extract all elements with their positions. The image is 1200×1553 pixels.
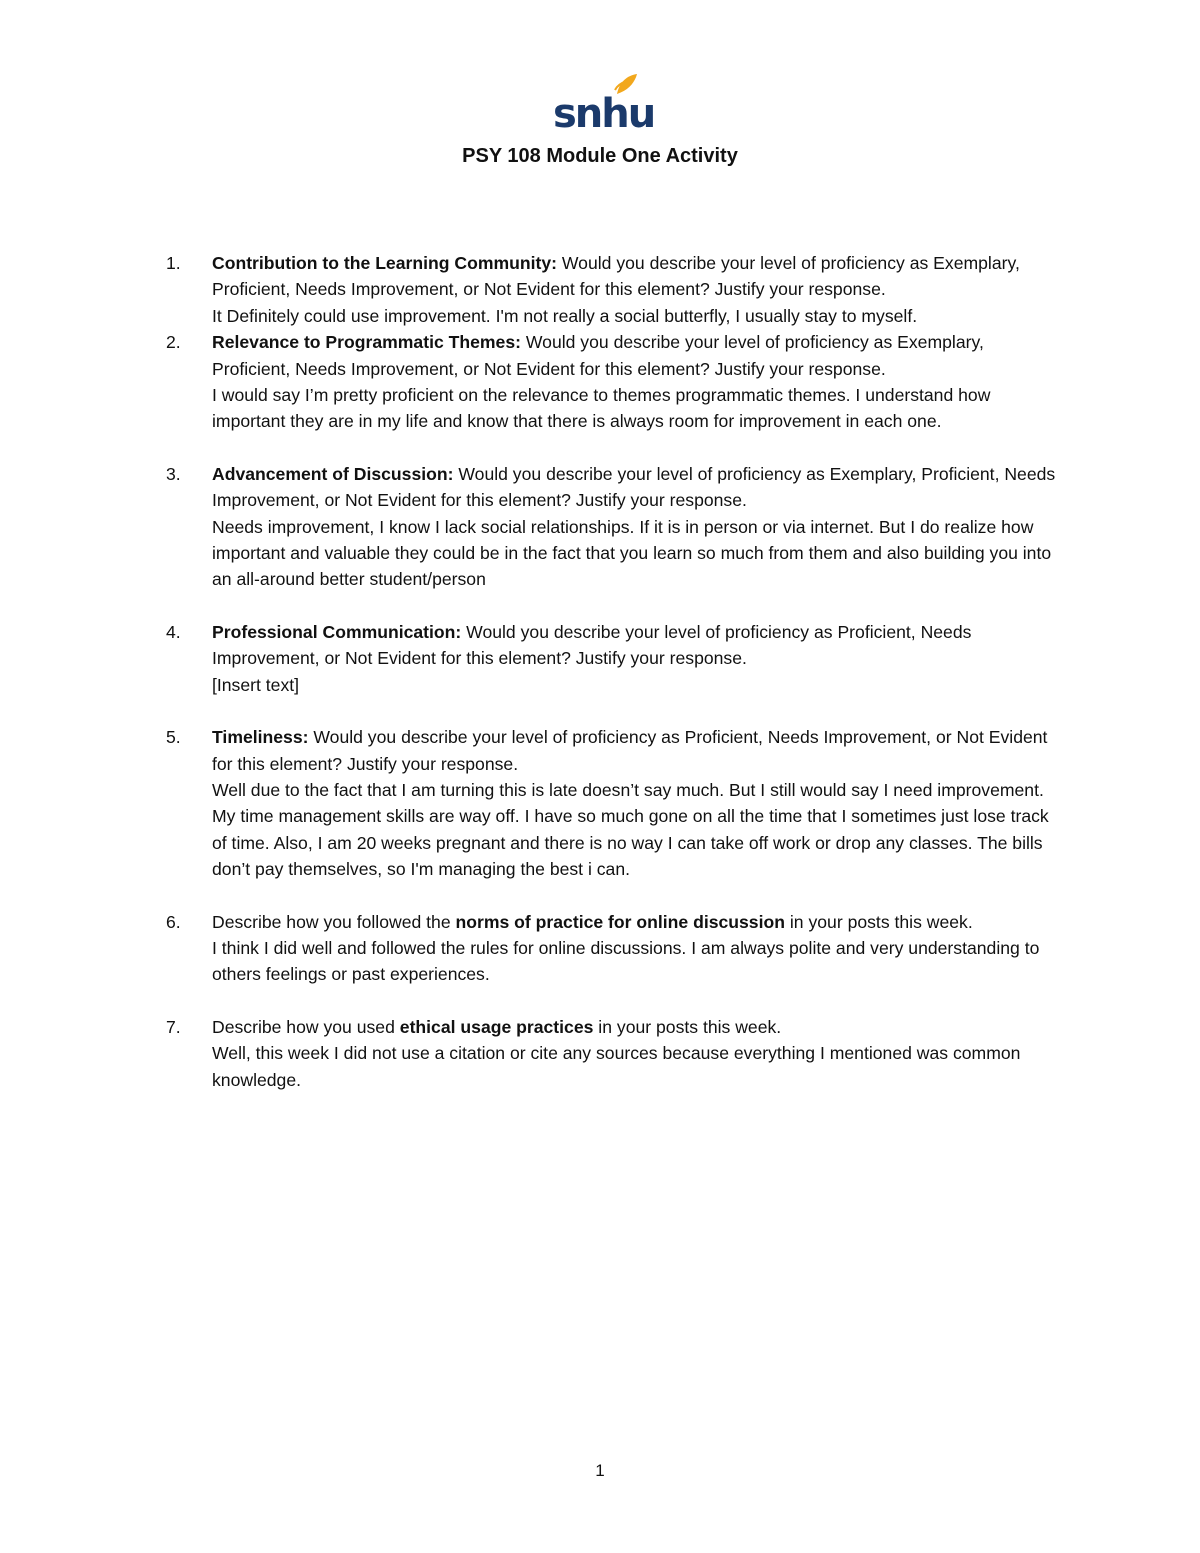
item-answer: I think I did well and followed the rules for online discussions. I am always polite and very understanding to others feelings or past experiences.	[212, 937, 1040, 985]
item-number: 7.	[166, 1016, 181, 1037]
item-keyword: norms of practice for online discussion	[455, 911, 785, 932]
document-title: PSY 108 Module One Activity	[462, 145, 738, 167]
item-question-pre: Describe how you followed the	[212, 911, 456, 932]
list-item-3	[166, 461, 1066, 593]
item-number: 2.	[166, 332, 181, 353]
item-label: Timeliness:	[212, 727, 309, 748]
item-question-pre: Describe how you used	[212, 1016, 400, 1037]
item-answer: I would say I’m pretty proficient on the relevance to themes programmatic themes. I understand how important they are in my life and know that there is always room for improvement in each one.	[212, 385, 991, 432]
activity-list	[166, 250, 1066, 1093]
item-number: 1.	[166, 253, 181, 273]
item-number: 4.	[166, 621, 181, 642]
item-question-post: in your posts this week.	[784, 911, 973, 932]
item-question: Would you describe your level of proficiency as Exemplary, Proficient, Needs Improvement, or Not Evident for this element? Justify your response.	[212, 463, 1056, 511]
page-number: 1	[595, 1461, 605, 1480]
item-label: Advancement of Discussion:	[212, 463, 454, 484]
item-question: Would you describe your level of proficiency as Proficient, Needs Improvement, or Not Evident for this element? Justify your response.	[212, 727, 1048, 774]
logo-wordmark: snhu	[553, 91, 655, 137]
item-answer: [Insert text]	[212, 674, 300, 695]
list-item-5	[166, 724, 1066, 882]
list-item-4	[166, 619, 1066, 698]
item-label: Relevance to Programmatic Themes:	[212, 332, 521, 353]
item-label: Professional Communication:	[212, 621, 462, 642]
item-question: Would you describe your level of proficiency as Proficient, Needs Improvement, or Not Evident for this element? Justify your response.	[212, 621, 972, 669]
item-number: 5.	[166, 727, 181, 748]
item-question: Would you describe your level of proficiency as Exemplary, Proficient, Needs Improvement, or Not Evident for this element? Justify your response.	[212, 253, 1020, 300]
item-question: Would you describe your level of proficiency as Exemplary, Proficient, Needs Improvement, or Not Evident for this element? Justify your response.	[212, 332, 984, 379]
item-answer: Needs improvement, I know I lack social relationships. If it is in person or via internet. But I do realize how important and valuable they could be in the fact that you learn so much from them and also building you into an all-around better student/person	[212, 516, 1052, 590]
list-item-6	[166, 909, 1066, 988]
item-label: Contribution to the Learning Community:	[212, 253, 557, 273]
list-item-1	[166, 250, 1066, 329]
item-number: 3.	[166, 463, 181, 484]
item-answer: Well, this week I did not use a citation or cite any sources because everything I mentioned was common knowledge.	[212, 1043, 1021, 1090]
item-answer: It Definitely could use improvement. I'm not really a social butterfly, I usually stay to myself.	[212, 305, 918, 326]
list-item-7	[166, 1014, 1066, 1093]
item-number: 6.	[166, 911, 181, 932]
item-question-post: in your posts this week.	[593, 1016, 782, 1037]
list-item-2	[166, 329, 1066, 435]
item-answer: Well due to the fact that I am turning this is late doesn’t say much. But I still would say I need improvement. My time management skills are way off. I have so much gone on all the time that I sometimes just lose track of time. Also, I am 20 weeks pregnant and there is no way I can take off work or drop any classes. The bills don’t pay themselves, so I'm managing the best i can.	[212, 779, 1049, 880]
snhu-logo	[553, 72, 655, 137]
item-keyword: ethical usage practices	[399, 1016, 594, 1037]
